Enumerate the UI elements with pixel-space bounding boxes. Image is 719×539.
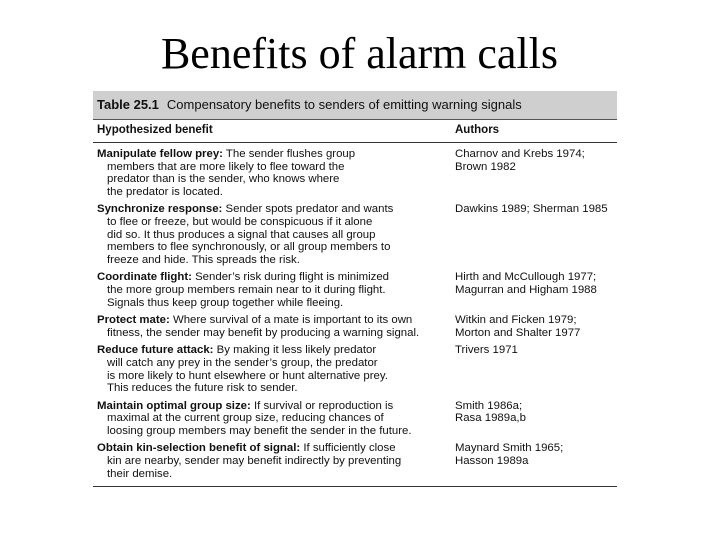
author-line: Witkin and Ficken 1979; xyxy=(455,314,577,327)
author-line: Smith 1986a; xyxy=(455,399,523,412)
benefit-text-line: to flee or freeze, but would be conspicuous if it alone xyxy=(107,215,373,228)
benefit-text-line: loosing group members may benefit the sender in the future. xyxy=(107,424,412,437)
table-row xyxy=(93,400,617,438)
benefit-text-line: fitness, the sender may benefit by producing a warning signal. xyxy=(107,326,420,339)
table-row xyxy=(93,148,617,198)
author-line: Dawkins 1989; Sherman 1985 xyxy=(455,203,608,216)
table-row xyxy=(93,314,617,339)
benefit-cell xyxy=(93,344,451,394)
benefit-cell xyxy=(93,271,451,309)
authors-cell xyxy=(451,203,617,266)
author-line: Maynard Smith 1965; xyxy=(455,442,564,455)
authors-cell xyxy=(451,271,617,309)
benefit-text-line: This reduces the future risk to sender. xyxy=(107,382,298,395)
slide-title: Benefits of alarm calls xyxy=(160,29,559,78)
author-line: Trivers 1971 xyxy=(455,344,518,357)
table-caption xyxy=(93,91,617,120)
benefit-text-line: maximal at the current group size, reducing chances of xyxy=(107,412,384,425)
table-row xyxy=(93,442,617,480)
benefits-table xyxy=(93,91,617,487)
benefit-text-line: is more likely to hunt elsewhere or hunt alternative prey. xyxy=(107,369,388,382)
table-row xyxy=(93,203,617,266)
author-line: Charnov and Krebs 1974; xyxy=(455,148,585,160)
benefit-cell xyxy=(93,148,451,198)
benefit-first-line xyxy=(97,271,451,284)
benefit-title: Coordinate flight: xyxy=(97,271,192,284)
benefit-text: Sender spots predator and wants xyxy=(222,203,394,216)
authors-cell xyxy=(451,344,617,394)
table-body xyxy=(93,143,617,480)
benefit-text: Where survival of a mate is important to its own xyxy=(169,314,413,327)
authors-cell xyxy=(451,148,617,198)
benefit-title: Synchronize response: xyxy=(97,203,223,216)
table-header-row xyxy=(93,120,617,143)
benefit-text: The sender flushes group xyxy=(222,148,356,160)
benefit-text-line: their demise. xyxy=(107,467,173,480)
authors-cell xyxy=(451,314,617,339)
benefit-cell xyxy=(93,400,451,438)
benefit-title: Manipulate fellow prey: xyxy=(97,148,223,160)
author-line: Morton and Shalter 1977 xyxy=(455,326,581,339)
author-line: Brown 1982 xyxy=(455,160,516,173)
benefit-text-line: members to flee synchronously, or all group members to xyxy=(107,241,391,254)
author-line: Magurran and Higham 1988 xyxy=(455,283,597,296)
authors-cell xyxy=(451,400,617,438)
table-caption-number: Table 25.1 xyxy=(97,97,159,112)
benefit-text-line: the predator is located. xyxy=(107,185,223,198)
header-benefit: Hypothesized benefit xyxy=(97,124,213,136)
benefit-text-line: kin are nearby, sender may benefit indirectly by preventing xyxy=(107,455,402,468)
benefit-text-line: freeze and hide. This spreads the risk. xyxy=(107,253,300,266)
benefit-text: If sufficiently close xyxy=(300,442,396,455)
table-caption-text: Compensatory benefits to senders of emitting warning signals xyxy=(166,97,522,112)
benefit-text-line: members that are more likely to flee toward the xyxy=(107,160,345,173)
authors-cell xyxy=(451,442,617,480)
benefit-title: Obtain kin-selection benefit of signal: xyxy=(97,442,301,455)
benefit-text: Sender’s risk during flight is minimized xyxy=(191,271,390,284)
benefit-title: Protect mate: xyxy=(97,314,170,327)
table-row xyxy=(93,271,617,309)
benefit-first-line xyxy=(97,148,451,161)
benefit-first-line xyxy=(97,314,451,327)
benefit-first-line xyxy=(97,203,451,216)
benefit-title: Maintain optimal group size: xyxy=(97,399,251,412)
author-line: Hasson 1989a xyxy=(455,455,529,468)
benefit-first-line xyxy=(97,442,451,455)
benefit-cell xyxy=(93,442,451,480)
table-bottom-rule xyxy=(93,486,617,487)
benefit-first-line xyxy=(97,344,451,357)
benefit-text-line: the more group members remain near to it during flight. xyxy=(107,283,386,296)
benefit-cell xyxy=(93,203,451,266)
benefit-text: By making it less likely predator xyxy=(213,344,377,357)
benefit-text-line: will catch any prey in the sender’s group, the predator xyxy=(107,356,378,369)
benefit-title: Reduce future attack: xyxy=(97,344,214,357)
author-line: Hirth and McCullough 1977; xyxy=(455,271,597,284)
benefit-text-line: did so. It thus produces a signal that causes all group xyxy=(107,228,376,241)
benefit-text-line: Signals thus keep group together while fleeing. xyxy=(107,296,344,309)
benefit-cell xyxy=(93,314,451,339)
author-line: Rasa 1989a,b xyxy=(455,412,526,425)
benefit-text: If survival or reproduction is xyxy=(250,399,394,412)
header-authors: Authors xyxy=(455,124,500,136)
benefit-text-line: predator than is the sender, who knows where xyxy=(107,173,340,186)
table-row xyxy=(93,344,617,394)
benefit-first-line xyxy=(97,400,451,413)
